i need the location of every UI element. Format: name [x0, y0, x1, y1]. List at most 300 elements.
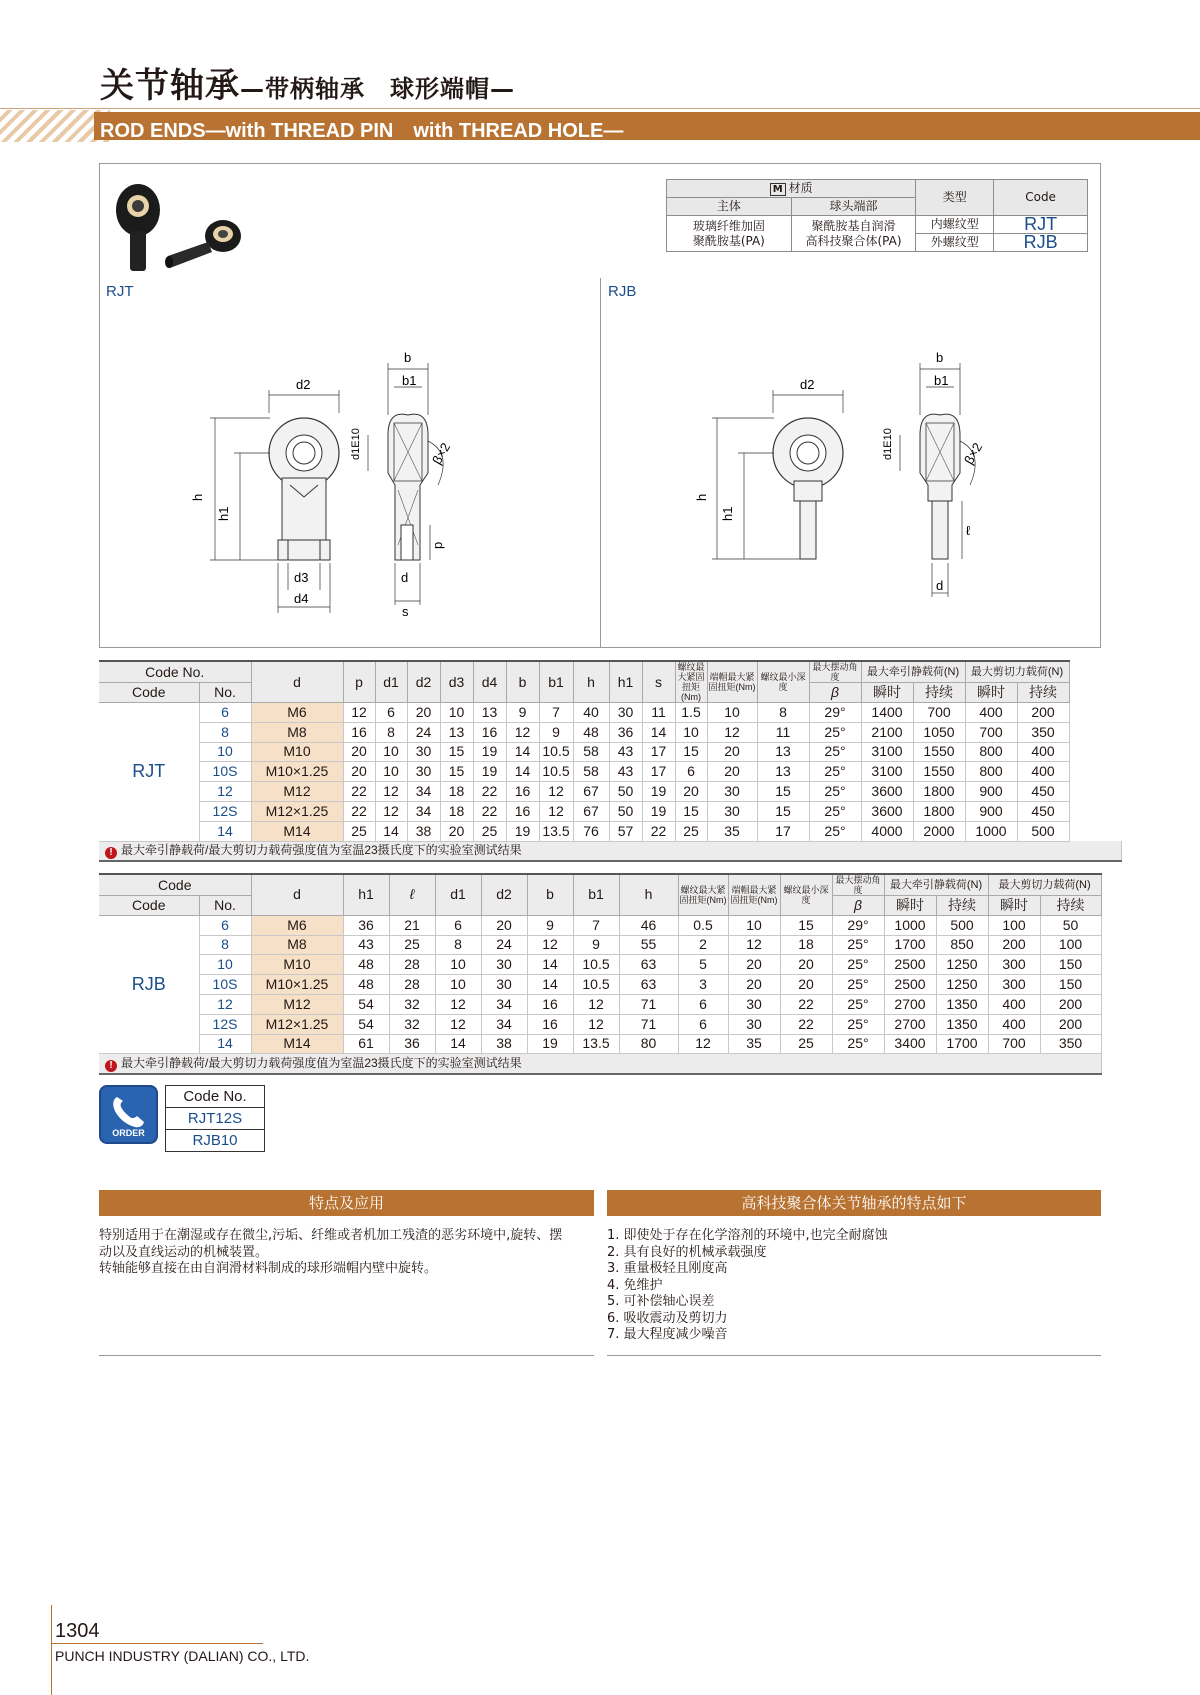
order-icon — [99, 1085, 158, 1144]
rjt-cell: 76 — [573, 821, 609, 841]
rjb-cell: 5 — [678, 955, 728, 975]
rjb-label-d2: d2 — [800, 377, 815, 392]
company-name: PUNCH INDUSTRY (DALIAN) CO., LTD. — [55, 1648, 310, 1664]
rjt-col-header: d3 — [440, 661, 473, 703]
rjb-table-body — [99, 915, 1101, 1054]
rjt-cell: 13.5 — [539, 821, 573, 841]
rjt-cell: 900 — [965, 782, 1017, 802]
rjb-cell: 25° — [832, 1034, 884, 1054]
rjb-cell: 2700 — [884, 994, 936, 1014]
rjt-cell: 20 — [343, 762, 375, 782]
rjt-cell: 30 — [707, 801, 757, 821]
rjb-cell: 2 — [678, 935, 728, 955]
rjb-cell: 28 — [389, 975, 435, 995]
rjb-table-row — [99, 955, 1101, 975]
rjt-cell: 25° — [809, 821, 861, 841]
rjb-cell: 12 — [435, 994, 481, 1014]
rjb-cell: 500 — [936, 915, 988, 935]
rjt-cell: 10.5 — [539, 762, 573, 782]
rjb-note — [99, 1054, 1101, 1074]
rjb-col-header: d2 — [481, 874, 527, 915]
rjb-cell: 20 — [728, 955, 780, 975]
features-left-divider — [99, 1355, 594, 1356]
rjt-label-b: b — [404, 350, 412, 365]
rjb-thread: M6 — [251, 915, 343, 935]
rjb-cell: 25° — [832, 994, 884, 1014]
rjb-cell: 38 — [481, 1034, 527, 1054]
rjt-label-d2: d2 — [296, 377, 311, 392]
rjt-tension-sustain: 持续 — [913, 683, 965, 703]
rjt-cell: 8 — [757, 703, 809, 723]
rjt-thread: M12 — [251, 782, 343, 802]
rjt-cell: 800 — [965, 742, 1017, 762]
rjt-cell: 14 — [506, 762, 539, 782]
rjb-cell: 14 — [435, 1034, 481, 1054]
rjt-cell: 4000 — [861, 821, 913, 841]
rjb-cell: 1250 — [936, 955, 988, 975]
rjb-cell: 30 — [481, 955, 527, 975]
rjt-drawing — [190, 345, 490, 619]
rjb-depth-header: 螺纹最小深度 — [780, 874, 832, 915]
rjt-cell: 15 — [757, 801, 809, 821]
rjt-cell: 57 — [609, 821, 642, 841]
rjb-thread: M10 — [251, 955, 343, 975]
rjt-cell: 200 — [1017, 703, 1069, 723]
rjb-cell: 12 — [573, 1014, 619, 1034]
rjt-cell: 30 — [609, 703, 642, 723]
rjt-cell: 11 — [642, 703, 675, 723]
rjb-cell: 30 — [481, 975, 527, 995]
rjt-thread: M10 — [251, 742, 343, 762]
rjt-size-no: 8 — [199, 722, 251, 742]
rjt-cell: 25° — [809, 801, 861, 821]
features-left-line: 特别适用于在潮湿或存在微尘,污垢、纤维或者机加工残渣的恶劣环境中,旋转、摆 — [99, 1228, 563, 1243]
rjt-cell: 6 — [375, 703, 407, 723]
rjt-table-row — [99, 703, 1121, 723]
rjt-angle-symbol: β — [809, 683, 861, 703]
rjt-col-header: d4 — [473, 661, 506, 703]
order-label: ORDER — [112, 1128, 145, 1138]
rjb-cell: 150 — [1040, 955, 1101, 975]
material-type: 外螺纹型 — [916, 234, 994, 252]
rjb-label-b1: b1 — [934, 373, 949, 388]
rjb-cell: 32 — [389, 994, 435, 1014]
rjb-cell: 3400 — [884, 1034, 936, 1054]
rjt-cell: 1.5 — [675, 703, 707, 723]
title-english: ROD ENDS—with THREAD PIN with THREAD HOLE— — [100, 120, 624, 142]
title-divider — [0, 108, 1200, 109]
features-right-line: 6. 吸收震动及剪切力 — [607, 1310, 728, 1326]
rjb-cell: 14 — [527, 955, 573, 975]
rjt-cell: 800 — [965, 762, 1017, 782]
rjt-cell: 17 — [757, 821, 809, 841]
rjb-tension-header: 最大牵引静载荷(N) — [884, 874, 988, 896]
rjb-label-h1: h1 — [720, 506, 735, 521]
features-right-line: 5. 可补偿轴心误差 — [607, 1294, 715, 1309]
rjt-cell: 350 — [1017, 722, 1069, 742]
rjt-cell: 12 — [343, 703, 375, 723]
rjb-col-header: d — [251, 874, 343, 915]
rjb-thread: M10×1.25 — [251, 975, 343, 995]
rjt-cell: 14 — [375, 821, 407, 841]
rjt-cell: 500 — [1017, 821, 1069, 841]
material-type-header: 类型 — [916, 180, 994, 216]
rjt-cell: 450 — [1017, 801, 1069, 821]
rjb-cell: 21 — [389, 915, 435, 935]
material-header-row — [667, 180, 1088, 198]
rjt-shear-instant: 瞬时 — [965, 683, 1017, 703]
rjb-cell: 19 — [527, 1034, 573, 1054]
rjt-cell: 58 — [573, 762, 609, 782]
rjb-cell: 6 — [678, 994, 728, 1014]
rjt-label-p: p — [430, 541, 445, 549]
rjt-cell: 15 — [675, 742, 707, 762]
rjt-cell: 13 — [757, 762, 809, 782]
rjt-cell: 18 — [440, 782, 473, 802]
rjb-code-header: Code — [99, 896, 199, 916]
rjb-size-no: 12 — [199, 994, 251, 1014]
rjt-table-row — [99, 782, 1121, 802]
rjb-cell: 1700 — [936, 1034, 988, 1054]
rjb-cell: 25° — [832, 935, 884, 955]
rjt-tension-instant: 瞬时 — [861, 683, 913, 703]
title-band — [0, 110, 1200, 142]
rjb-cell: 25° — [832, 955, 884, 975]
rjt-cell: 20 — [707, 762, 757, 782]
rjt-cell: 15 — [440, 762, 473, 782]
rjt-note — [99, 841, 1121, 861]
rjb-cell: 2500 — [884, 975, 936, 995]
rjt-cell: 10 — [375, 762, 407, 782]
material-code: RJT — [994, 216, 1088, 234]
rjt-cell: 1800 — [913, 782, 965, 802]
rjb-cell: 12 — [435, 1014, 481, 1034]
rjb-cell: 22 — [780, 1014, 832, 1034]
rjt-cell: 450 — [1017, 782, 1069, 802]
material-code-header: Code — [994, 180, 1088, 216]
features-right-line: 1. 即使处于存在化学溶剂的环境中,也完全耐腐蚀 — [607, 1228, 888, 1243]
page-number: 1304 — [55, 1620, 100, 1642]
rjb-size-no: 10 — [199, 955, 251, 975]
rjb-note-text: 最大牵引静载荷/最大剪切力载荷强度值为室温23摄氏度下的实验室测试结果 — [121, 1056, 522, 1071]
rjb-cell: 24 — [481, 935, 527, 955]
rjb-cell: 10 — [728, 915, 780, 935]
rjt-cell: 9 — [506, 703, 539, 723]
rjb-cell: 48 — [343, 975, 389, 995]
rjt-col-header: d1 — [375, 661, 407, 703]
rjb-cell: 34 — [481, 994, 527, 1014]
warning-icon: ! — [105, 1060, 117, 1072]
rjt-col-header: s — [642, 661, 675, 703]
rjt-cell: 900 — [965, 801, 1017, 821]
rjb-cell: 50 — [1040, 915, 1101, 935]
rjb-angle-symbol: β — [832, 896, 884, 916]
rjt-no-header: No. — [199, 683, 251, 703]
rjb-cell: 20 — [780, 975, 832, 995]
rjb-cell: 20 — [481, 915, 527, 935]
page-title — [100, 58, 515, 107]
rjb-thread: M12×1.25 — [251, 1014, 343, 1034]
rjb-code-top-header: Code — [99, 874, 251, 896]
rjb-col-header: h1 — [343, 874, 389, 915]
rjt-cell: 12 — [539, 801, 573, 821]
rjb-cell: 1350 — [936, 994, 988, 1014]
rjb-cell: 25° — [832, 1014, 884, 1034]
rjt-col-header: b — [506, 661, 539, 703]
rjb-cell: 6 — [678, 1014, 728, 1034]
rjb-shear-instant: 瞬时 — [988, 896, 1040, 916]
rjb-table-row — [99, 994, 1101, 1014]
rjt-cell: 34 — [407, 782, 440, 802]
rjt-cell: 50 — [609, 801, 642, 821]
material-table — [666, 179, 1088, 252]
rjb-cell: 61 — [343, 1034, 389, 1054]
rjb-size-no: 6 — [199, 915, 251, 935]
rjt-cell: 30 — [407, 762, 440, 782]
rjt-cell: 58 — [573, 742, 609, 762]
rjt-table-row — [99, 722, 1121, 742]
rjt-cell: 17 — [642, 762, 675, 782]
figure-label-rjt: RJT — [106, 283, 134, 300]
rjt-cell: 25 — [675, 821, 707, 841]
rjb-cell: 14 — [527, 975, 573, 995]
rjb-cell: 200 — [1040, 1014, 1101, 1034]
figure-label-rjb: RJB — [608, 283, 637, 300]
rjb-cell: 71 — [619, 1014, 678, 1034]
rjb-cell: 28 — [389, 955, 435, 975]
rjt-cell: 700 — [965, 722, 1017, 742]
warning-icon: ! — [105, 847, 117, 859]
rjb-cell: 12 — [527, 935, 573, 955]
rjb-cell: 1350 — [936, 1014, 988, 1034]
rjb-cell: 63 — [619, 975, 678, 995]
rjt-cell: 11 — [757, 722, 809, 742]
rjb-cell: 1700 — [884, 935, 936, 955]
rjt-size-no: 10S — [199, 762, 251, 782]
features-right-divider — [607, 1355, 1101, 1356]
rjt-cell: 25° — [809, 742, 861, 762]
rjt-cell: 8 — [375, 722, 407, 742]
material-ball — [791, 216, 916, 252]
rjt-cell: 3100 — [861, 762, 913, 782]
rjt-cell: 24 — [407, 722, 440, 742]
rjb-label-h: h — [694, 493, 709, 501]
rjb-cell: 16 — [527, 994, 573, 1014]
rjt-label-h: h — [190, 493, 205, 501]
rjt-cell: 20 — [407, 703, 440, 723]
rjb-cell: 2500 — [884, 955, 936, 975]
rjt-col-header: d — [251, 661, 343, 703]
material-type: 内螺纹型 — [916, 216, 994, 234]
rjt-size-no: 12S — [199, 801, 251, 821]
rjt-cell: 30 — [707, 782, 757, 802]
rjb-cell: 6 — [435, 915, 481, 935]
material-header — [667, 180, 916, 198]
rjt-cell: 1400 — [861, 703, 913, 723]
features-right-line: 7. 最大程度减少噪音 — [607, 1327, 728, 1342]
rjt-cell: 22 — [473, 782, 506, 802]
rjb-cell: 300 — [988, 955, 1040, 975]
rjb-cell: 1250 — [936, 975, 988, 995]
rjt-tension-header: 最大牵引静载荷(N) — [861, 661, 965, 683]
rjb-cell: 12 — [573, 994, 619, 1014]
title-sub: —带柄轴承 球形端帽— — [240, 75, 515, 103]
rjt-angle-header: 最大摆动角度 — [809, 661, 861, 683]
rjt-cell: 1550 — [913, 742, 965, 762]
features-left-text — [99, 1228, 599, 1278]
rjt-cell: 25° — [809, 722, 861, 742]
rjt-cell: 50 — [609, 782, 642, 802]
rjt-shear-sustain: 持续 — [1017, 683, 1069, 703]
rjb-cell: 10 — [435, 975, 481, 995]
rjt-cell: 22 — [642, 821, 675, 841]
rjt-group-code: RJT — [99, 703, 199, 842]
material-ball-header: 球头端部 — [791, 198, 916, 216]
rjb-cell: 700 — [988, 1034, 1040, 1054]
rjt-depth-header: 螺纹最小深度 — [757, 661, 809, 703]
rjt-cell: 12 — [506, 722, 539, 742]
rjb-cell: 48 — [343, 955, 389, 975]
rjt-label-d: d — [401, 570, 409, 585]
rjt-cell: 700 — [913, 703, 965, 723]
rjt-header-row — [99, 661, 1121, 683]
product-photo — [108, 176, 248, 280]
rjt-cell: 14 — [642, 722, 675, 742]
rjt-cell: 7 — [539, 703, 573, 723]
features-right-line: 2. 具有良好的机械承载强度 — [607, 1244, 767, 1260]
rjt-cell: 34 — [407, 801, 440, 821]
rjb-label-b: b — [936, 350, 944, 365]
rjt-cell: 3600 — [861, 801, 913, 821]
rjb-size-no: 14 — [199, 1034, 251, 1054]
rjt-torque2-header: 端帽最大紧固扭矩(Nm) — [707, 661, 757, 703]
rjt-label-d4: d4 — [294, 591, 309, 606]
features-right-line: 3. 重量极轻且刚度高 — [607, 1261, 728, 1276]
rjb-cell: 1000 — [884, 915, 936, 935]
rjt-thread: M12×1.25 — [251, 801, 343, 821]
material-body — [667, 216, 792, 252]
rjt-cell: 2100 — [861, 722, 913, 742]
rjb-cell: 0.5 — [678, 915, 728, 935]
rjb-spec-table — [99, 873, 1102, 1075]
rjb-cell: 55 — [619, 935, 678, 955]
rjt-size-no: 10 — [199, 742, 251, 762]
rjt-code-no-header: Code No. — [99, 661, 251, 683]
rjb-cell: 18 — [780, 935, 832, 955]
rjt-thread: M14 — [251, 821, 343, 841]
material-ball-line2: 高科技聚合体(PA) — [805, 233, 902, 248]
rjb-thread: M8 — [251, 935, 343, 955]
rjb-cell: 43 — [343, 935, 389, 955]
rjb-cell: 8 — [435, 935, 481, 955]
rjt-cell: 10 — [707, 703, 757, 723]
order-example-table — [165, 1085, 265, 1152]
rjb-cell: 15 — [780, 915, 832, 935]
rjb-table-row — [99, 1014, 1101, 1034]
rjb-size-no: 10S — [199, 975, 251, 995]
rjt-cell: 6 — [675, 762, 707, 782]
rjb-cell: 9 — [573, 935, 619, 955]
rjt-spec-table — [99, 660, 1122, 862]
rjt-cell: 25 — [343, 821, 375, 841]
rjt-label-d3: d3 — [294, 570, 309, 585]
rjt-table-body — [99, 703, 1121, 842]
rjt-cell: 29° — [809, 703, 861, 723]
rjt-cell: 400 — [1017, 742, 1069, 762]
rjt-cell: 2000 — [913, 821, 965, 841]
rjt-cell: 19 — [473, 742, 506, 762]
rjb-cell: 25 — [389, 935, 435, 955]
rjb-cell: 350 — [1040, 1034, 1101, 1054]
rjt-note-text: 最大牵引静载荷/最大剪切力载荷强度值为室温23摄氏度下的实验室测试结果 — [121, 843, 522, 858]
rjb-cell: 71 — [619, 994, 678, 1014]
rjt-cell: 18 — [440, 801, 473, 821]
rjt-cell: 48 — [573, 722, 609, 742]
rjb-cell: 63 — [619, 955, 678, 975]
footer-horizontal-line — [51, 1643, 263, 1644]
rjt-cell: 10.5 — [539, 742, 573, 762]
rjt-col-header: b1 — [539, 661, 573, 703]
rjb-cell: 3 — [678, 975, 728, 995]
rjt-size-no: 12 — [199, 782, 251, 802]
footer-vertical-line — [51, 1605, 52, 1695]
rjt-cell: 43 — [609, 762, 642, 782]
rjb-cell: 16 — [527, 1014, 573, 1034]
rjt-cell: 14 — [506, 742, 539, 762]
material-m-badge: M — [770, 183, 786, 196]
order-header: Code No. — [166, 1086, 265, 1108]
features-left-line: 转轴能够直接在由自润滑材料制成的球形端帽内壁中旋转。 — [99, 1261, 438, 1276]
rjb-cell: 10 — [435, 955, 481, 975]
rjb-torque1-header: 螺纹最大紧固扭矩(Nm) — [678, 874, 728, 915]
rjt-cell: 15 — [675, 801, 707, 821]
material-code: RJB — [994, 234, 1088, 252]
rjt-cell: 25 — [473, 821, 506, 841]
rjt-table-row — [99, 801, 1121, 821]
rjb-torque2-header: 端帽最大紧固扭矩(Nm) — [728, 874, 780, 915]
rjt-table-row — [99, 762, 1121, 782]
rjb-table-row — [99, 915, 1101, 935]
rjt-cell: 22 — [343, 782, 375, 802]
rjt-thread: M10×1.25 — [251, 762, 343, 782]
rjt-thread: M6 — [251, 703, 343, 723]
rjt-note-row — [99, 841, 1121, 861]
rjt-cell: 16 — [506, 801, 539, 821]
rjb-cell: 10.5 — [573, 955, 619, 975]
rjb-cell: 32 — [389, 1014, 435, 1034]
rjt-label-beta: β×2 — [429, 440, 454, 467]
rjb-cell: 12 — [678, 1034, 728, 1054]
rjt-cell: 67 — [573, 801, 609, 821]
rjb-tension-instant: 瞬时 — [884, 896, 936, 916]
rjb-cell: 12 — [728, 935, 780, 955]
rjt-cell: 19 — [642, 801, 675, 821]
rjt-cell: 1800 — [913, 801, 965, 821]
rjb-table-row — [99, 935, 1101, 955]
rjb-cell: 200 — [1040, 994, 1101, 1014]
rjt-thread: M8 — [251, 722, 343, 742]
material-row — [667, 216, 1088, 234]
rjt-label-d1: d1E10 — [350, 428, 362, 460]
rjb-cell: 400 — [988, 1014, 1040, 1034]
material-body-header: 主体 — [667, 198, 792, 216]
rjb-label-d1: d1E10 — [882, 428, 894, 460]
rjt-cell: 25° — [809, 762, 861, 782]
features-right-text — [607, 1228, 1101, 1344]
rjb-label-d: d — [936, 578, 944, 593]
title-main: 关节轴承 — [100, 66, 240, 106]
order-example: RJT12S — [166, 1108, 265, 1130]
